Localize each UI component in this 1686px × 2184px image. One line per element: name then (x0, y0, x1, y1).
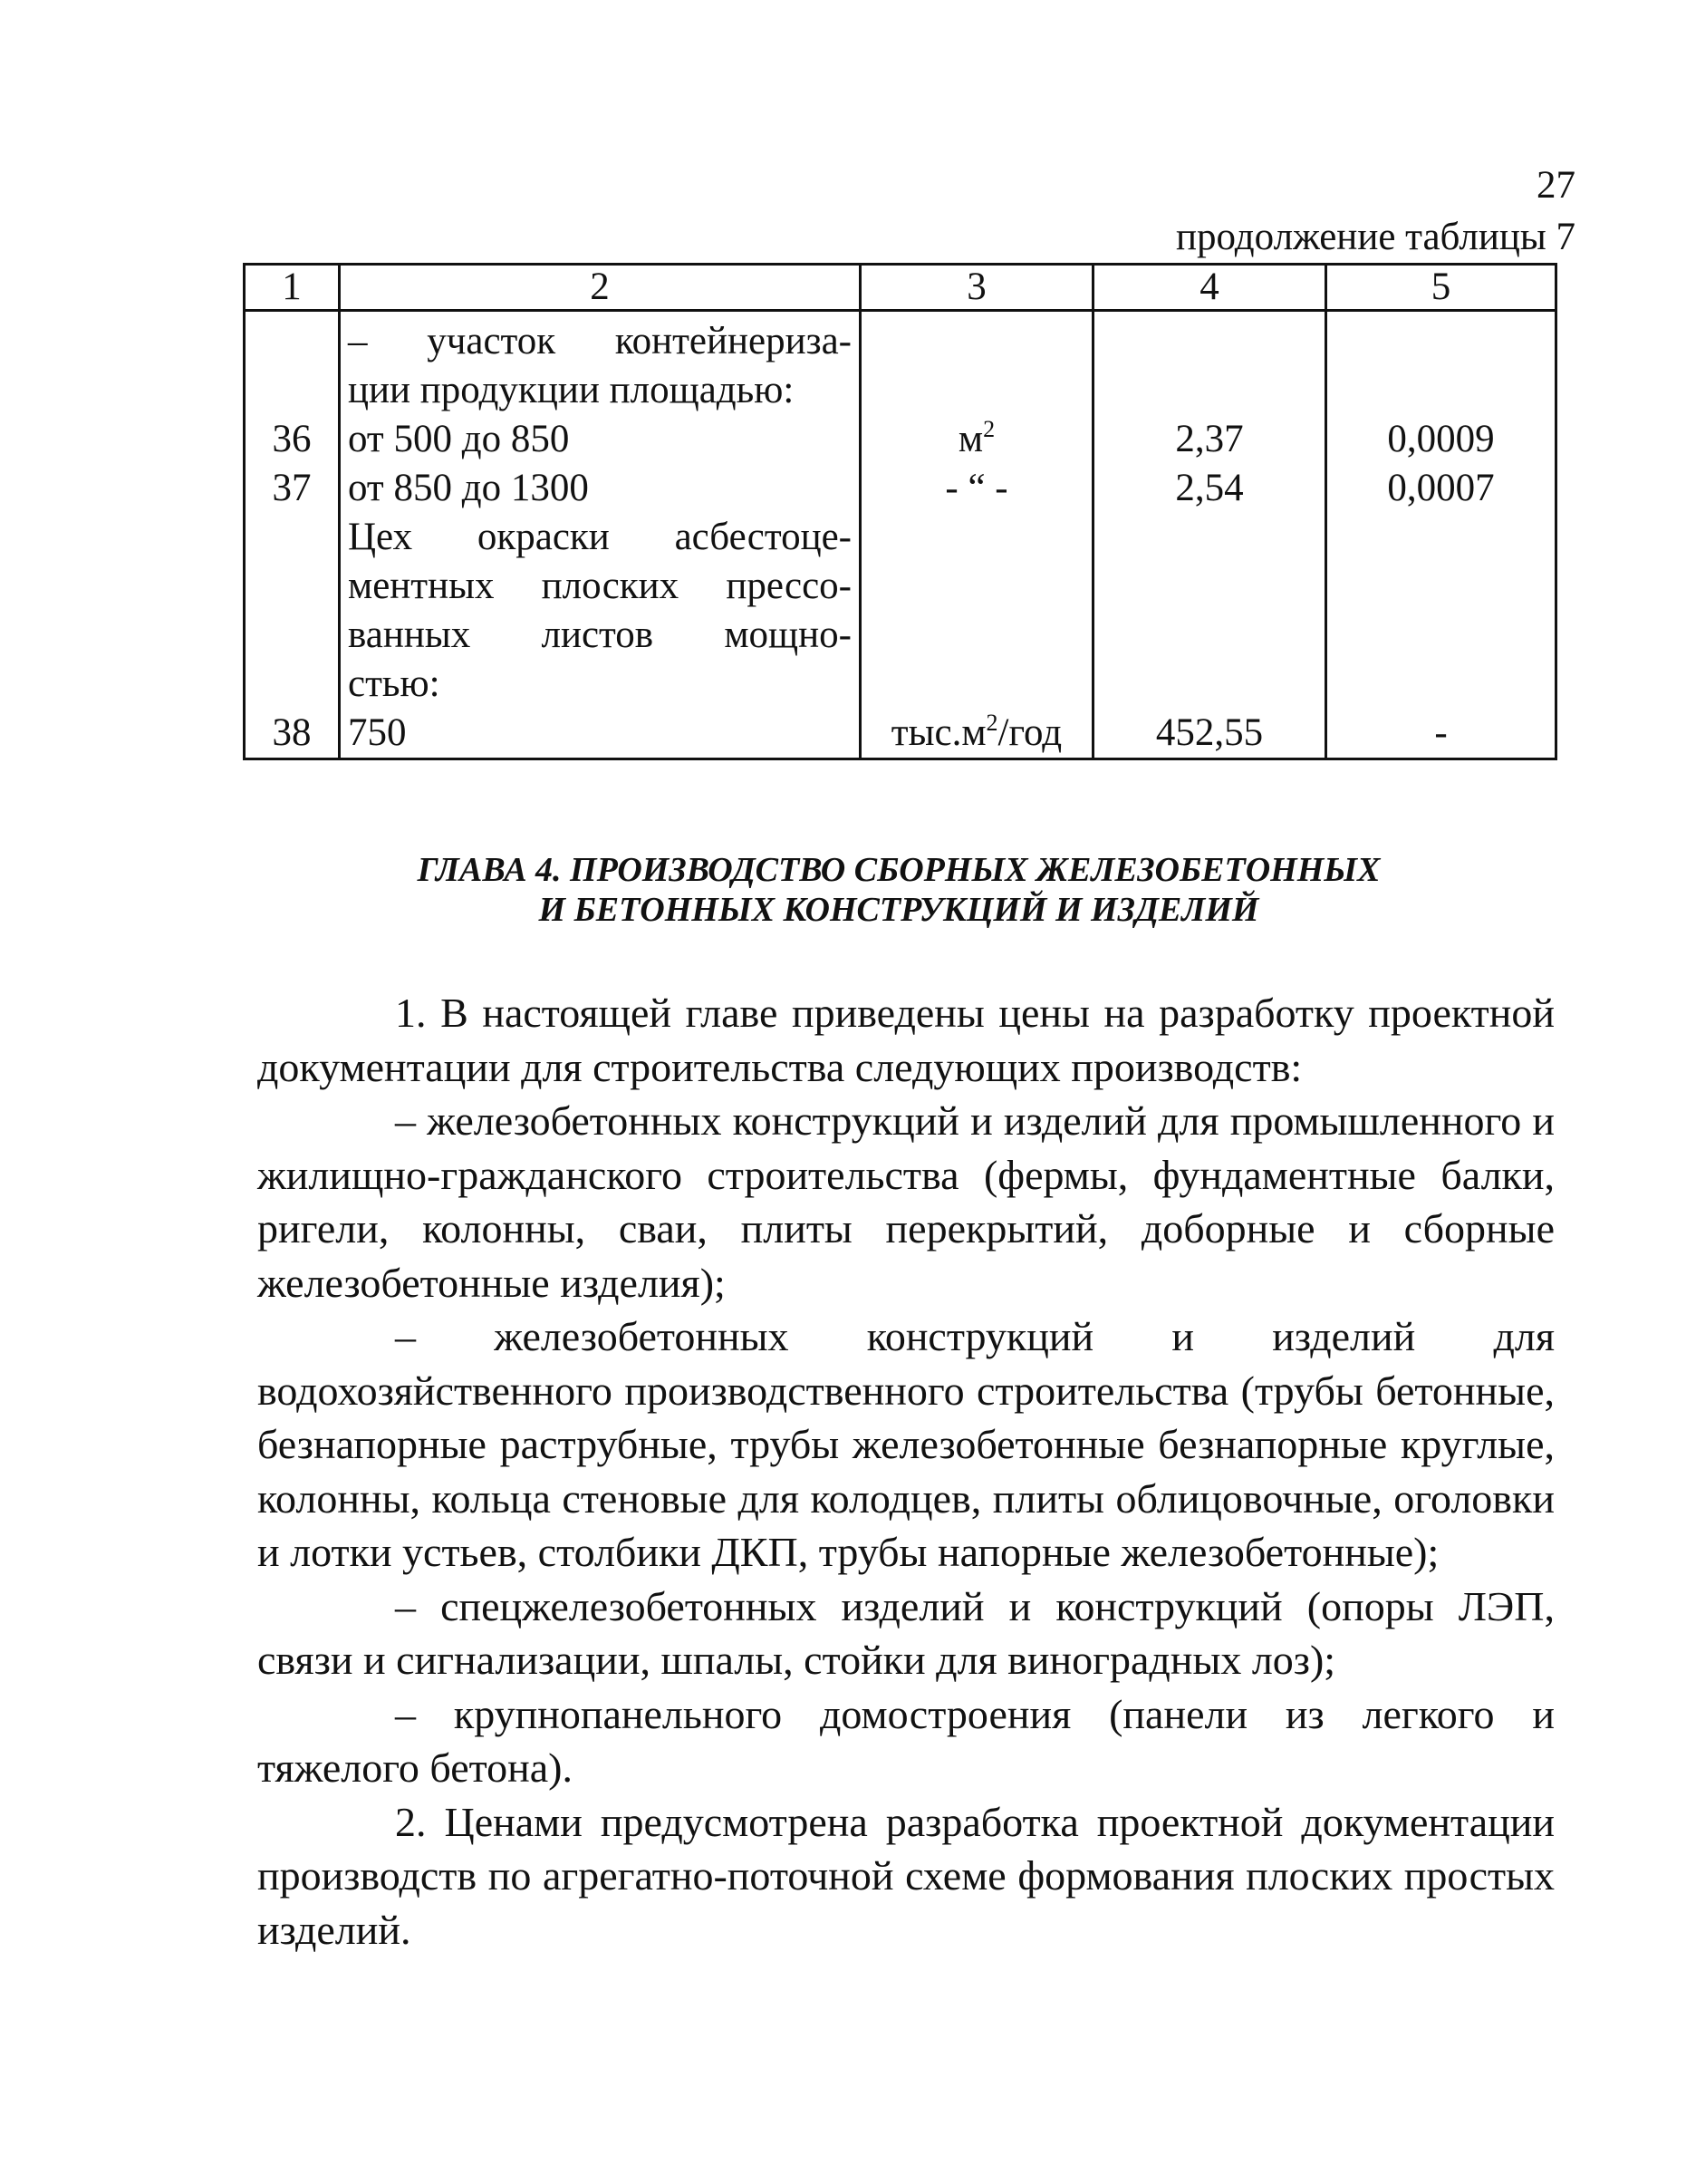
chapter-title (243, 850, 1555, 930)
chapter-body (257, 986, 1555, 1957)
row-number: 36 (245, 415, 340, 464)
row-description: – участок контейнериза- (340, 311, 861, 367)
row-description: 750 (340, 709, 861, 759)
row-description: от 500 до 850 (340, 415, 861, 464)
row-price-a (1093, 513, 1326, 562)
table-row (245, 562, 1556, 611)
paragraph: 2. Ценами предусмотрена разработка проектной документации производств по агрегатно-поточной схеме формования плоских простых изделий. (257, 1798, 1555, 1953)
row-price-a: 2,37 (1093, 415, 1326, 464)
unit-base: м (958, 418, 984, 460)
row-number (245, 562, 340, 611)
row-description: стью: (340, 660, 861, 709)
paragraph: – спецжелезобетонных изделий и конструкций (опоры ЛЭП, связи и сигнализации, шпалы, стойки для виноградных лоз); (257, 1582, 1555, 1683)
row-price-b (1326, 660, 1556, 709)
row-unit (861, 660, 1093, 709)
row-price-b (1326, 611, 1556, 660)
row-price-b: 0,0009 (1326, 415, 1556, 464)
chapter-title-line: ГЛАВА 4. ПРОИЗВОДСТВО СБОРНЫХ ЖЕЛЕЗОБЕТОННЫХ (417, 851, 1381, 889)
row-number: 38 (245, 709, 340, 759)
column-header: 5 (1326, 265, 1556, 311)
table-row (245, 611, 1556, 660)
row-price-a: 2,54 (1093, 464, 1326, 513)
table-row (245, 464, 1556, 513)
paragraph: – крупнопанельного домостроения (панели из легкого и тяжелого бетона). (257, 1690, 1555, 1791)
unit-suffix: /год (997, 711, 1063, 754)
row-price-a (1093, 562, 1326, 611)
unit-superscript: 2 (983, 416, 996, 442)
table-row (245, 311, 1556, 367)
row-description: ментных плоских прессо- (340, 562, 861, 611)
unit-prefix: тыс.м (891, 711, 987, 754)
row-price-a: 452,55 (1093, 709, 1326, 759)
row-number (245, 311, 340, 367)
row-unit (861, 415, 1093, 464)
column-header: 4 (1093, 265, 1326, 311)
price-table (243, 263, 1557, 760)
row-price-a (1093, 366, 1326, 415)
row-price-a (1093, 611, 1326, 660)
page-number: 27 (1537, 164, 1575, 207)
row-number: 37 (245, 464, 340, 513)
paragraph: 1. В настоящей главе приведены цены на разработку проектной документации для строительства следующих производств: (257, 990, 1555, 1090)
row-unit (861, 366, 1093, 415)
row-price-b (1326, 366, 1556, 415)
row-unit (861, 562, 1093, 611)
row-number (245, 611, 340, 660)
chapter-title-line: И БЕТОННЫХ КОНСТРУКЦИЙ И ИЗДЕЛИЙ (538, 891, 1259, 929)
row-description: Цех окраски асбестоце- (340, 513, 861, 562)
table-header-row (245, 265, 1556, 311)
unit-superscript: 2 (986, 710, 998, 736)
row-price-a (1093, 311, 1326, 367)
paragraph: – железобетонных конструкций и изделий для промышленного и жилищно-гражданского строительства (фермы, фундаментные балки, ригели, колонны, сваи, плиты перекрытий, доборные и сборные железобетонные изделия); (257, 1097, 1555, 1306)
row-price-b (1326, 513, 1556, 562)
table-row (245, 660, 1556, 709)
row-unit (861, 709, 1093, 759)
row-price-b: 0,0007 (1326, 464, 1556, 513)
row-price-b (1326, 311, 1556, 367)
table-row (245, 366, 1556, 415)
table-row (245, 709, 1556, 759)
row-number (245, 366, 340, 415)
row-description: ции продукции площадью: (340, 366, 861, 415)
row-number (245, 513, 340, 562)
row-number (245, 660, 340, 709)
row-price-b (1326, 562, 1556, 611)
paragraph: – железобетонных конструкций и изделий для водохозяйственного производственного строительства (трубы бетонные, безнапорные раструбные, трубы железобетонные безнапорные круглые, колонны, кольца стеновые для колодцев, плиты облицовочные, оголовки и лотки устьев, столбики ДКП, трубы напорные железобетонные); (257, 1313, 1555, 1575)
row-unit: - “ - (861, 464, 1093, 513)
column-header: 2 (340, 265, 861, 311)
row-price-b: - (1326, 709, 1556, 759)
column-header: 1 (245, 265, 340, 311)
table-row (245, 513, 1556, 562)
row-description: от 850 до 1300 (340, 464, 861, 513)
table-continuation-label: продолжение таблицы 7 (1176, 216, 1575, 258)
row-unit (861, 311, 1093, 367)
row-description: ванных листов мощно- (340, 611, 861, 660)
row-unit (861, 611, 1093, 660)
column-header: 3 (861, 265, 1093, 311)
table-row (245, 415, 1556, 464)
row-unit (861, 513, 1093, 562)
row-price-a (1093, 660, 1326, 709)
